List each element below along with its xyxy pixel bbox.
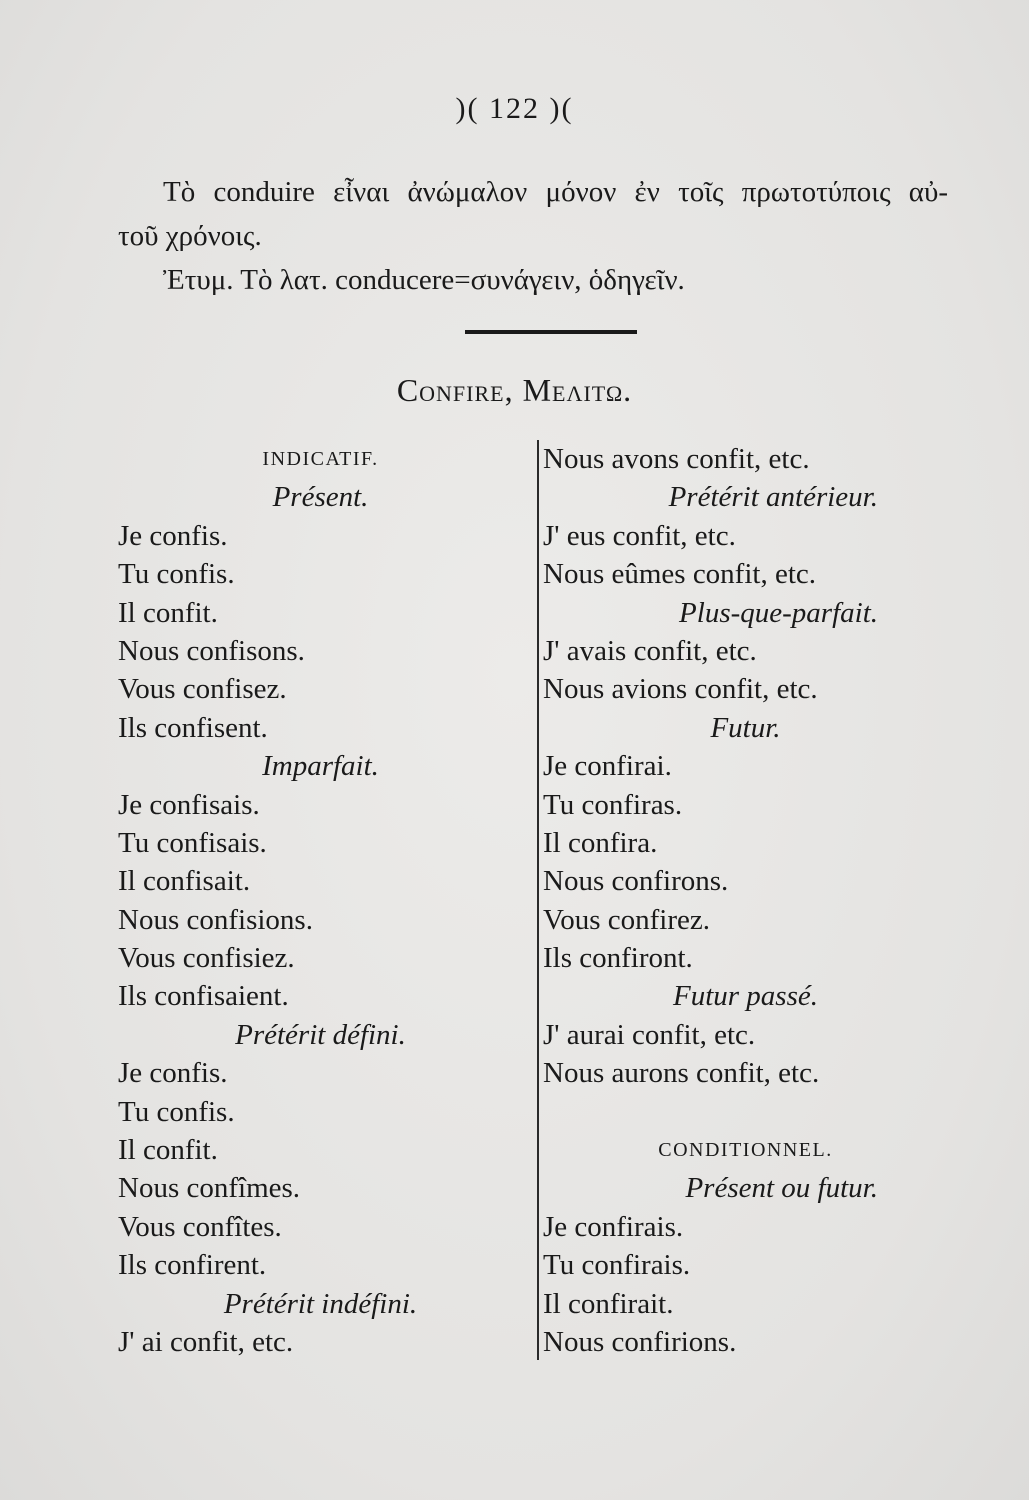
column-divider [537,440,539,1360]
form-line: J' ai confit, etc. [118,1325,294,1358]
form-line: J' avais confit, etc. [543,634,757,667]
mood-label-indicatif: INDICATIF. [262,448,379,470]
tense-title-present: Présent. [272,481,369,514]
form-line: Tu confis. [118,558,235,591]
tense-title-preterit-anterieur: Prétérit antérieur. [668,481,878,514]
tense-title-present-ou-futur: Présent ou futur. [685,1172,878,1205]
form-line: Ils confirent. [118,1249,267,1282]
form-line: Je confis. [118,519,228,552]
form-line: Nous confisons. [118,634,305,667]
form-line: Nous avons confit, etc. [543,443,810,475]
tense-title-futur: Futur. [710,711,781,744]
tense-title-plus-que-parfait: Plus-que-parfait. [679,596,878,629]
mood-label-conditionnel: CONDITIONNEL. [658,1139,833,1162]
form-line: J' eus confit, etc. [543,519,736,552]
intro-line-2: τοῦ χρόνοις. [118,220,262,252]
verb-heading: Confire, Μελιτω. [396,372,633,408]
right-column [543,440,948,1361]
form-line: Il confira. [543,826,658,859]
form-line: Il confit. [118,1134,218,1167]
form-line: Tu confisais. [118,826,267,859]
intro-note [118,170,948,302]
form-line: Il confit. [118,596,218,629]
form-line: Nous confirons. [543,865,729,898]
form-line: Ils confiront. [543,942,693,975]
tense-title-preterit-indefini: Prétérit indéfini. [223,1287,418,1320]
form-line: Vous confisiez. [118,942,295,975]
form-line: Tu confiras. [543,788,683,821]
intro-line-1: Τὸ conduire εἶναι ἀνώμαλον μόνον ἐν τοῖς πρωτοτύποις αὐ- [163,176,948,208]
left-column [118,440,523,1361]
form-line: Vous confisez. [118,673,287,706]
form-line: Je confis. [118,1057,228,1090]
form-line: Nous confisions. [118,903,313,936]
page-number: )( 122 )( [455,92,574,125]
form-line: Ils confisent. [118,711,268,744]
form-line: Nous avions confit, etc. [543,673,818,706]
form-line: J' aurai confit, etc. [543,1018,756,1051]
form-line: Je confirais. [543,1210,684,1243]
form-line: Vous confîtes. [118,1210,282,1243]
form-line: Nous eûmes confit, etc. [543,558,817,591]
form-line: Nous confîmes. [118,1172,301,1205]
form-line: Vous confirez. [543,903,710,936]
tense-title-preterit-defini: Prétérit défini. [235,1018,406,1051]
form-line: Nous aurons confit, etc. [543,1057,820,1090]
form-line: Il confisait. [118,865,251,898]
form-line: Je confisais. [118,788,260,821]
form-line: Je confirai. [543,750,672,783]
form-line: Nous confirions. [543,1325,737,1358]
form-line: Ils confisaient. [118,980,289,1013]
spacer [543,1093,948,1131]
form-line: Il confirait. [543,1287,674,1320]
form-line: Tu confis. [118,1095,235,1128]
section-rule [465,330,637,334]
intro-line-3: Ἐτυμ. Τὸ λατ. conducere=συνάγειν, ὁδηγεῖν. [163,264,685,296]
tense-title-imparfait: Imparfait. [262,750,379,783]
form-line: Tu confirais. [543,1249,691,1282]
tense-title-futur-passe: Futur passé. [673,980,818,1013]
